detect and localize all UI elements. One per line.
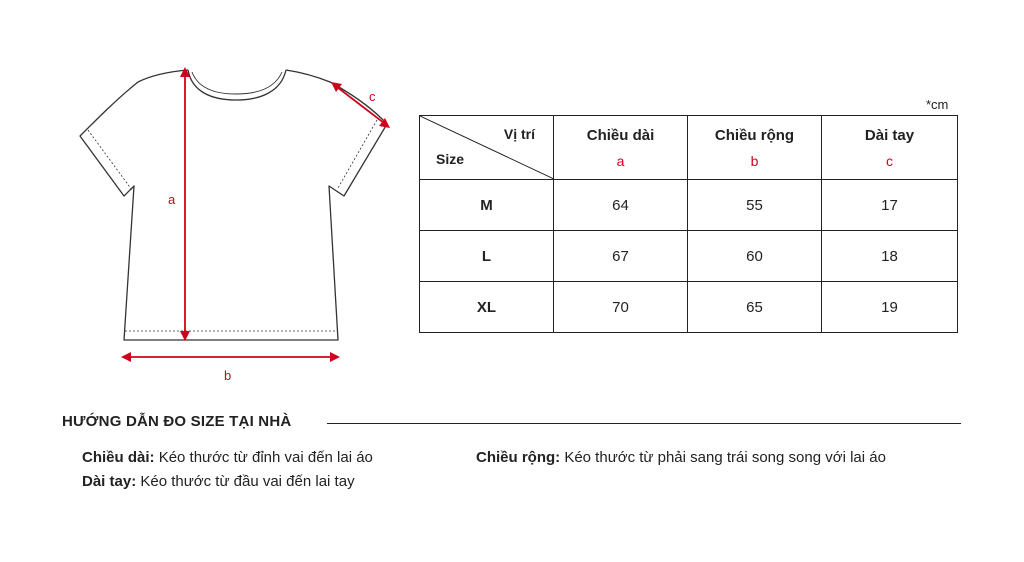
column-header-key: b xyxy=(750,152,759,169)
guide-divider xyxy=(327,423,961,424)
size-cell: M xyxy=(420,180,554,231)
guide-title: HƯỚNG DẪN ĐO SIZE TẠI NHÀ xyxy=(62,413,292,430)
guide-item-length xyxy=(82,449,373,466)
guide-item-sleeve xyxy=(82,473,355,490)
column-header-label: Chiều dài xyxy=(586,126,655,144)
guide-item-width xyxy=(476,449,886,466)
size-cell: L xyxy=(420,231,554,282)
value-cell: 18 xyxy=(822,231,958,282)
guide-item-text: Kéo thước từ đỉnh vai đến lai áo xyxy=(158,449,373,466)
arrowhead xyxy=(330,352,340,362)
guide-item-text: Kéo thước từ đầu vai đến lai tay xyxy=(140,473,355,490)
guide-item-label: Dài tay: xyxy=(82,473,137,490)
column-header-width xyxy=(688,116,822,180)
column-header-length xyxy=(554,116,688,180)
value-cell: 17 xyxy=(822,180,958,231)
size-table xyxy=(419,115,958,333)
right-sleeve-hem xyxy=(338,120,377,188)
value-cell: 55 xyxy=(688,180,822,231)
value-cell: 64 xyxy=(554,180,688,231)
column-header-label: Dài tay xyxy=(864,126,915,144)
value-cell: 67 xyxy=(554,231,688,282)
column-header-label: Chiều rộng xyxy=(714,126,795,144)
table-row xyxy=(420,231,958,282)
table-row xyxy=(420,282,958,333)
size-cell: XL xyxy=(420,282,554,333)
tshirt-collar-inner xyxy=(192,72,282,94)
tshirt-diagram xyxy=(0,0,420,400)
corner-size-label: Size xyxy=(436,151,465,167)
guide-item-text: Kéo thước từ phải sang trái song song với lai áo xyxy=(564,449,886,466)
left-sleeve-hem xyxy=(88,130,132,190)
table-corner-cell xyxy=(420,116,554,180)
corner-position-label: Vị trí xyxy=(503,126,535,142)
value-cell: 70 xyxy=(554,282,688,333)
column-header-key: a xyxy=(616,152,625,169)
value-cell: 60 xyxy=(688,231,822,282)
arrowhead xyxy=(121,352,131,362)
table-header-row xyxy=(420,116,958,180)
column-header-sleeve xyxy=(822,116,958,180)
tshirt-outline xyxy=(80,70,387,340)
sleeve-arrow-c xyxy=(337,87,384,123)
table-row xyxy=(420,180,958,231)
unit-note: *cm xyxy=(926,97,949,112)
column-header-key: c xyxy=(886,152,893,169)
value-cell: 65 xyxy=(688,282,822,333)
value-cell: 19 xyxy=(822,282,958,333)
label-b: b xyxy=(224,368,232,383)
label-c: c xyxy=(369,89,376,104)
guide-item-label: Chiều rộng: xyxy=(476,449,561,466)
label-a: a xyxy=(168,192,176,207)
guide-item-label: Chiều dài: xyxy=(82,449,155,466)
